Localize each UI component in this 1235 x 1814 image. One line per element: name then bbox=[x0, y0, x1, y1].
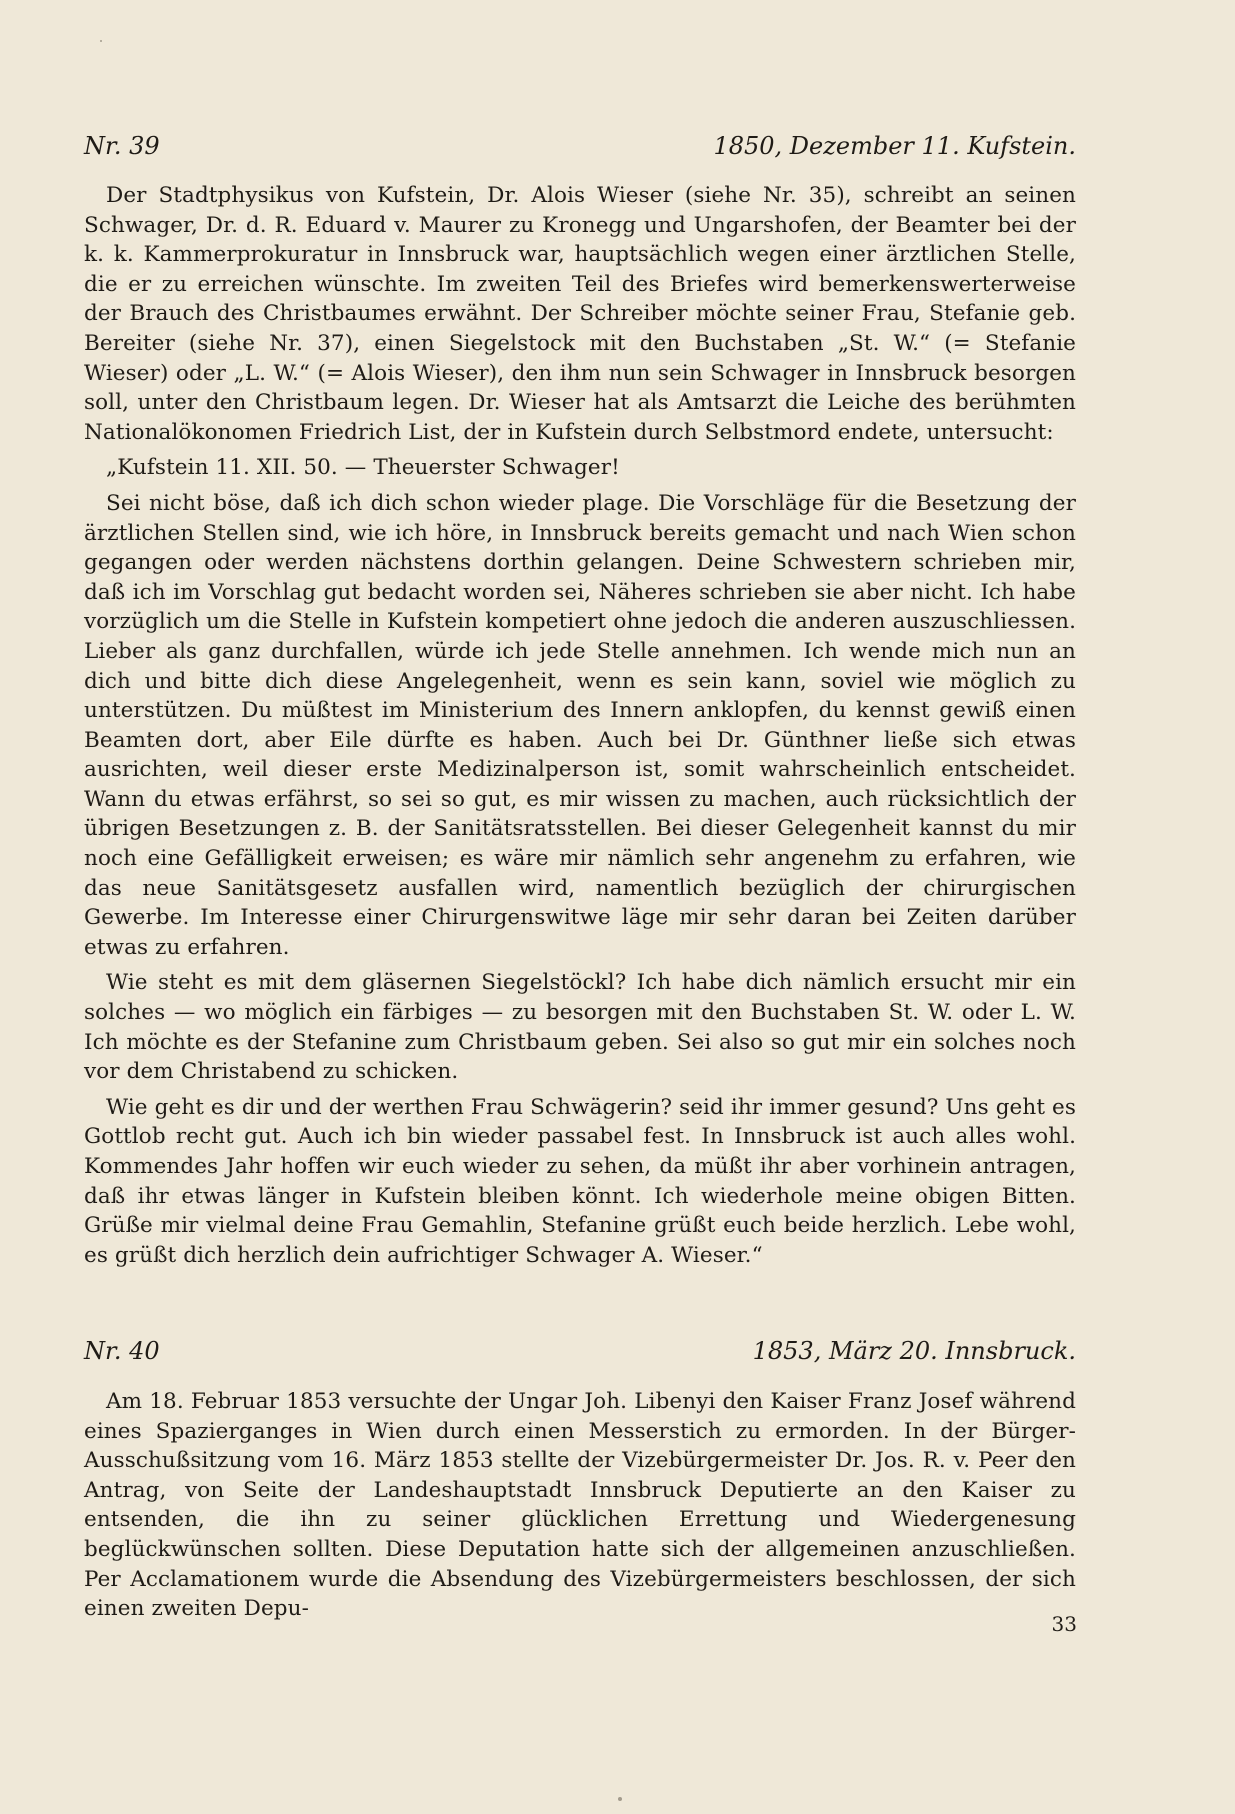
letter-paragraph: Wie steht es mit dem gläsernen Siegelstöckl? Ich habe dich nämlich ersucht mir ein solches — wo möglich ein färbiges — zu besorgen mit den Buchstaben St. W. oder L. W. Ich möchte es der Stefanine zum Christbaum geben. Sei also so gut mir ein solches noch vor dem Christabend zu schicken. bbox=[84, 970, 1076, 1085]
entry-intro: Der Stadtphysikus von Kufstein, Dr. Alois Wieser (siehe Nr. 35), schreibt an seinen Schwager, Dr. d. R. Eduard v. Maurer zu Kronegg und Ungarshofen, der Beamter bei der k. k. Kammerprokuratur in Innsbruck war, hauptsächlich wegen einer ärztlichen Stelle, die er zu erreichen wünschte. Im zweiten Teil des Briefes wird bemerkenswerterweise der Brauch des Christbaumes erwähnt. Der Schreiber möchte seiner Frau, Stefanie geb. Bereiter (siehe Nr. 37), einen Siegelstock mit den Buchstaben „St. W.“ (= Stefanie Wieser) oder „L. W.“ (= Alois Wieser), den ihm nun sein Schwager in Innsbruck besorgen soll, unter den Christbaum legen. Dr. Wieser hat als Amtsarzt die Leiche des berühmten Nationalökonomen Friedrich List, der in Kufstein durch Selbstmord endete, untersucht: bbox=[84, 183, 1076, 445]
letter-salutation: „Kufstein 11. XII. 50. — Theuerster Schwager! bbox=[106, 455, 620, 481]
entry-date-place: 1853, März 20. Innsbruck. bbox=[752, 1337, 1076, 1365]
paper-speck bbox=[618, 1797, 622, 1801]
letter-paragraph: Wie geht es dir und der werthen Frau Schwägerin? seid ihr immer gesund? Uns geht es Gottlob recht gut. Auch ich bin wieder passabel fest. In Innsbruck ist auch alles wohl. Kommendes Jahr hoffen wir euch wieder zu sehen, da müßt ihr aber vorhinein antragen, daß ihr etwas länger in Kufstein bleiben könnt. Ich wiederhole meine obigen Bitten. Grüße mir vielmal deine Frau Gemahlin, Stefanine grüßt euch beide herzlich. Lebe wohl, es grüßt dich herzlich dein aufrichtiger Schwager A. Wieser.“ bbox=[84, 1094, 1076, 1268]
entry-header-40 bbox=[84, 1335, 1076, 1367]
entry-header-39 bbox=[84, 130, 1076, 162]
entry-body-39 bbox=[84, 181, 1076, 1276]
entry-number: Nr. 39 bbox=[84, 132, 160, 160]
entry-body-40 bbox=[84, 1387, 1076, 1630]
letter-paragraph: Sei nicht böse, daß ich dich schon wieder plage. Die Vorschläge für die Besetzung der ärztlichen Stellen sind, wie ich höre, in Innsbruck bereits gemacht und nach Wien schon gegangen oder werden nächstens dorthin gelangen. Deine Schwestern schrieben mir, daß ich im Vorschlag gut bedacht worden sei, Näheres schrieben sie aber nicht. Ich habe vorzüglich um die Stelle in Kufstein kompetiert ohne jedoch die anderen auszuschliessen. Lieber als ganz durchfallen, würde ich jede Stelle annehmen. Ich wende mich nun an dich und bitte dich diese Angelegenheit, wenn es sein kann, soviel wie möglich zu unterstützen. Du müßtest im Ministerium des Innern anklopfen, du kennst gewiß einen Beamten dort, aber Eile dürfte es haben. Auch bei Dr. Günthner ließe sich etwas ausrichten, weil dieser erste Medizinalperson ist, somit wahrscheinlich entscheidet. Wann du etwas erfährst, so sei so gut, es mir wissen zu machen, auch rücksichtlich der übrigen Besetzungen z. B. der Sanitätsratsstellen. Bei dieser Gelegenheit kannst du mir noch eine Gefälligkeit erweisen; es wäre mir nämlich sehr angenehm zu erfahren, wie das neue Sanitätsgesetz ausfallen wird, namentlich bezüglich der chirurgischen Gewerbe. Im Interesse einer Chirurgenswitwe läge mir sehr daran bei Zeiten darüber etwas zu erfahren. bbox=[84, 490, 1076, 960]
entry-date-place: 1850, Dezember 11. Kufstein. bbox=[713, 132, 1076, 160]
entry-intro: Am 18. Februar 1853 versuchte der Ungar Joh. Libenyi den Kaiser Franz Josef während eines Spazierganges in Wien durch einen Messerstich zu ermorden. In der Bürger-Ausschußsitzung vom 16. März 1853 stellte der Vizebürgermeister Dr. Jos. R. v. Peer den Antrag, von Seite der Landeshauptstadt Innsbruck Deputierte an den Kaiser zu entsenden, die ihn zu seiner glücklichen Errettung und Wiedergenesung beglückwünschen sollten. Diese Deputation hatte sich der allgemeinen anzuschließen. Per Acclamationem wurde die Absendung des Vizebürgermeisters beschlossen, der sich einen zweiten Depu- bbox=[84, 1389, 1076, 1622]
paper-speck bbox=[100, 40, 102, 42]
entry-number: Nr. 40 bbox=[84, 1337, 160, 1365]
page-number: 33 bbox=[1051, 1612, 1077, 1636]
